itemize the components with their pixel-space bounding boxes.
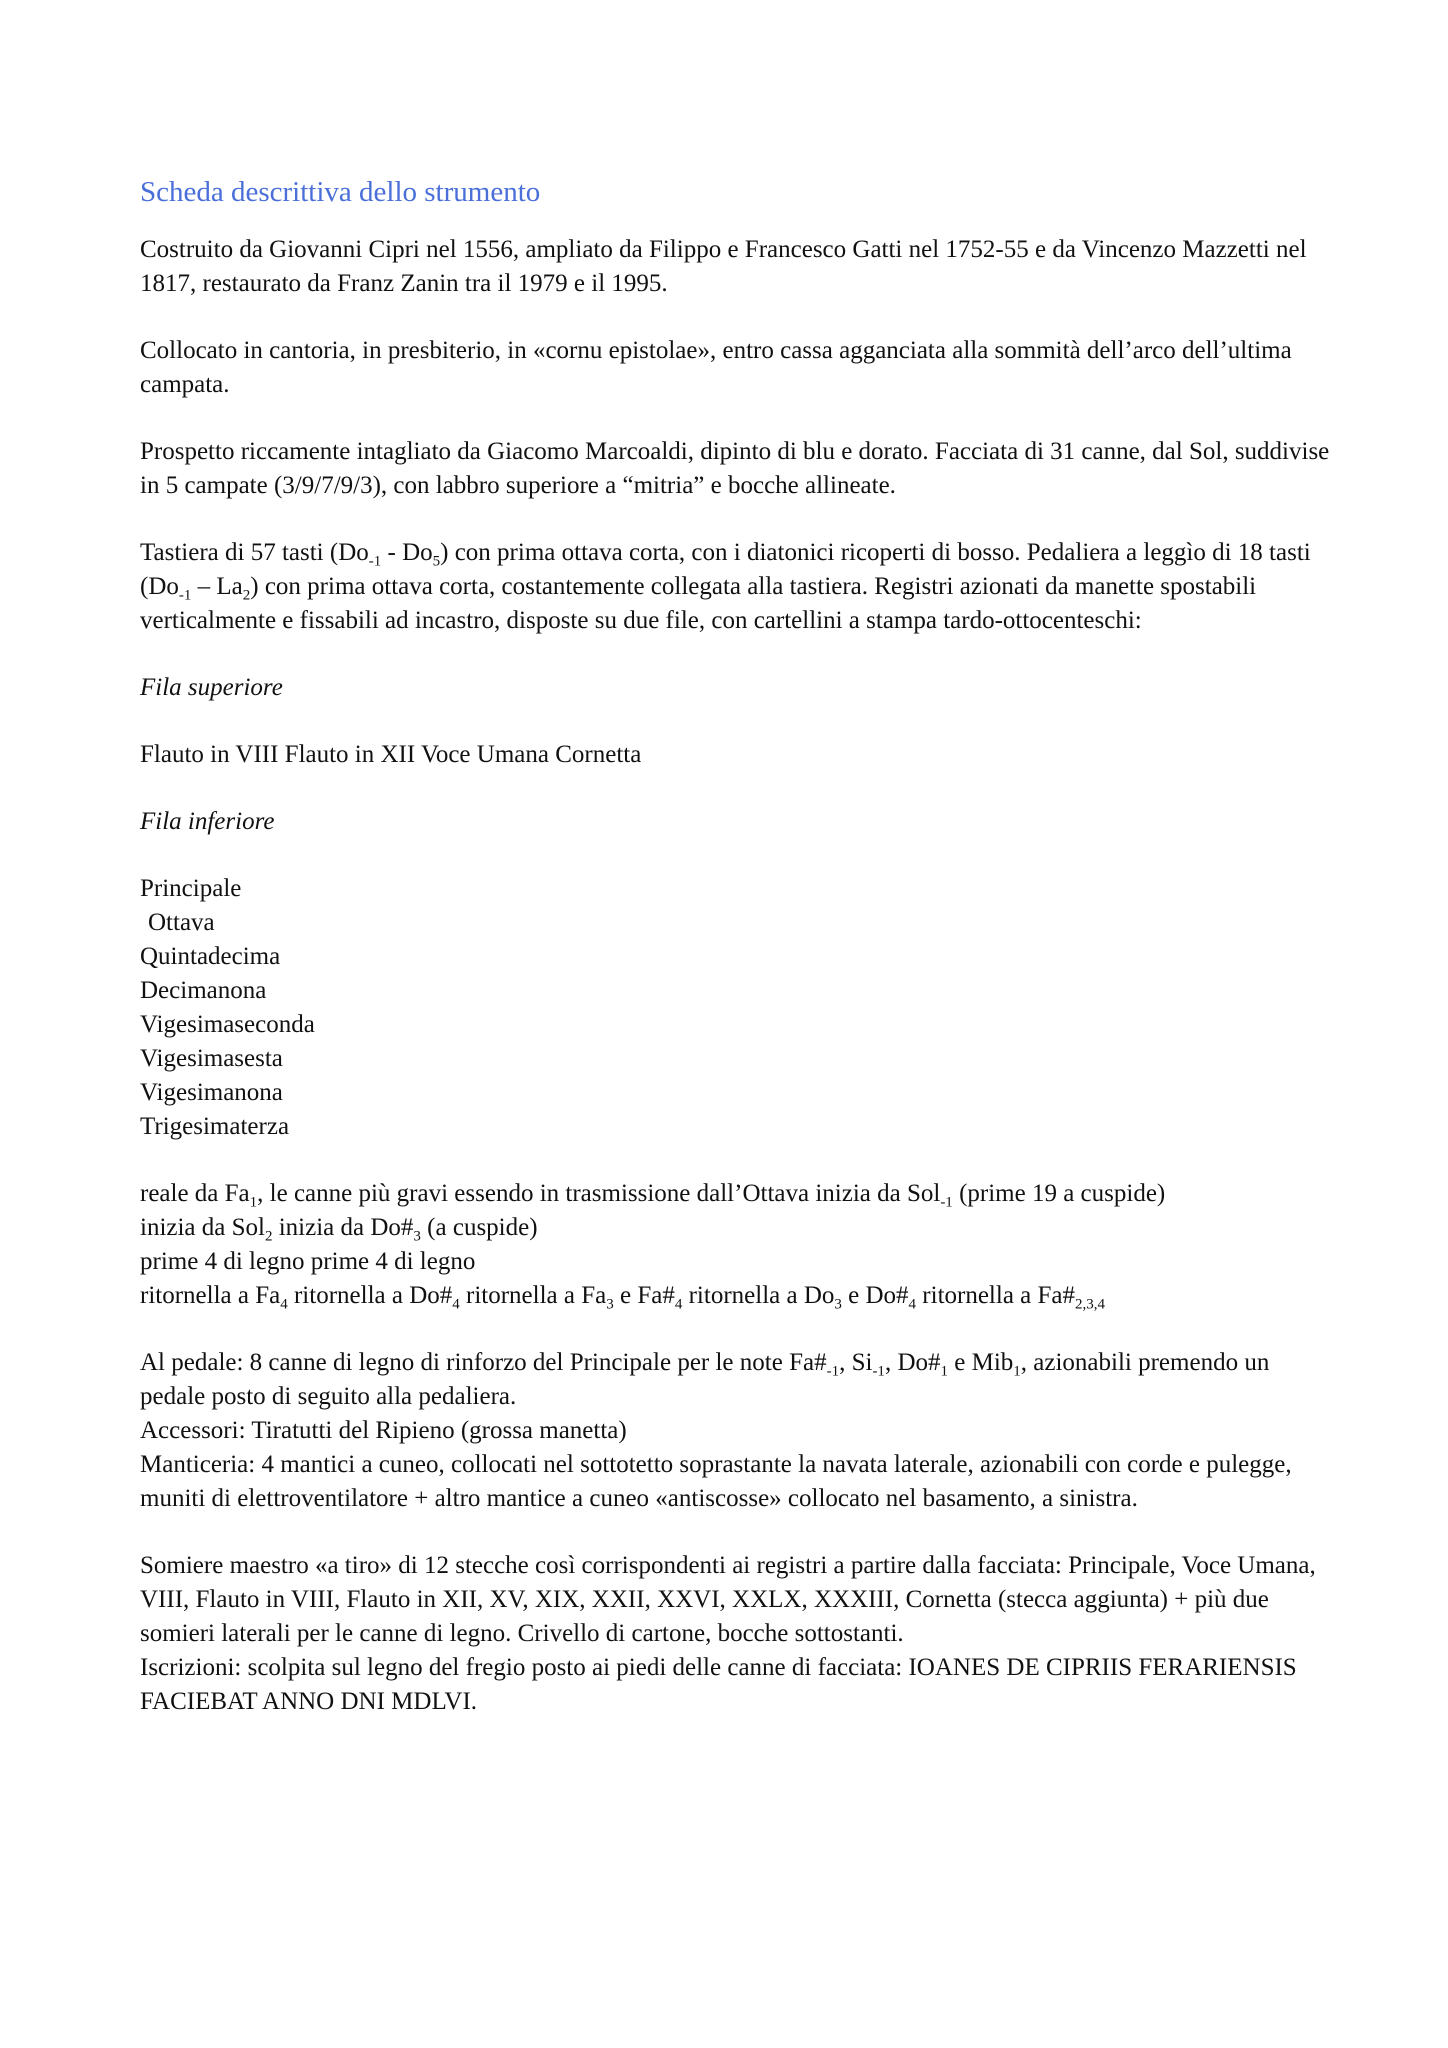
pedale-section bbox=[140, 1346, 1330, 1516]
fila-inferiore-heading: Fila inferiore bbox=[140, 808, 275, 835]
list-item: Vigesimaseconda bbox=[140, 1011, 315, 1038]
list-item: Trigesimaterza bbox=[140, 1113, 290, 1140]
note-line: reale da $Fa_1$, le canne più gravi essendo in trasmissione dall’Ottava inizia da Sol$_{-1}$ (prime 19 a cuspide) bbox=[140, 1180, 1166, 1211]
paragraph-prospetto: Prospetto riccamente intagliato da Giacomo Marcoaldi, dipinto di blu e dorato. Facciata di 31 canne, dal Sol, suddivise in 5 campate (3/9/7/9/3), con labbro superiore a “mitria” e bocche allineate. bbox=[140, 438, 1330, 499]
paragraph-collocazione: Collocato in cantoria, in presbiterio, in «cornu epistolae», entro cassa agganciata alla sommità dell’arco dell’ultima campata. bbox=[140, 337, 1292, 398]
document-page bbox=[140, 172, 1330, 1719]
fila-superiore-heading: Fila superiore bbox=[140, 674, 283, 701]
fila-inferiore-list bbox=[140, 872, 1330, 1144]
note-line: inizia da Sol$_2$ inizia da $Do\#_3$ (a cuspide) bbox=[140, 1214, 538, 1245]
list-item: Vigesimasesta bbox=[140, 1045, 283, 1072]
note-line: prime 4 di legno prime 4 di legno bbox=[140, 1248, 476, 1275]
list-item: Decimanona bbox=[140, 977, 267, 1004]
somiere-section bbox=[140, 1549, 1330, 1719]
manticeria-paragraph: Manticeria: 4 mantici a cuneo, collocati nel sottotetto soprastante la navata laterale, azionabili con corde e pulegge, muniti di elettroventilatore + altro mantice a cuneo «antiscosse» collocato nel basamento, a sinistra. bbox=[140, 1451, 1292, 1512]
list-item: Principale bbox=[140, 875, 242, 902]
list-item: Vigesimanona bbox=[140, 1079, 283, 1106]
accessori-paragraph: Accessori: Tiratutti del Ripieno (grossa manetta) bbox=[140, 1417, 627, 1444]
list-item: Ottava bbox=[148, 909, 215, 936]
paragraph-tastiera: Tastiera di 57 tasti $(Do_{-1} - Do_5)$ con prima ottava corta, con i diatonici ricoperti di bosso. Pedaliera a leggìo di 18 tasti $(Do_{-1} - La_2)$ con prima ottava corta, costantemente collegata alla tastiera. Registri azionati da manette spostabili verticalmente e fissabili ad incastro, disposte su due file, con cartellini a stampa tardo-ottocenteschi: bbox=[140, 539, 1311, 634]
paragraph-costruzione: Costruito da Giovanni Cipri nel 1556, ampliato da Filippo e Francesco Gatti nel 1752-55 e da Vincenzo Mazzetti nel 1817, restaurato da Franz Zanin tra il 1979 e il 1995. bbox=[140, 236, 1307, 297]
document-title: Scheda descrittiva dello strumento bbox=[140, 176, 541, 208]
somiere-paragraph: Somiere maestro «a tiro» di 12 stecche così corrispondenti ai registri a partire dalla facciata: Principale, Voce Umana, VIII, Flauto in VIII, Flauto in XII, XV, XIX, XXII, XXVI, XXLX, XXXIII, Cornetta (stecca aggiunta) + più due somieri laterali per le canne di legno. Crivello di cartone, bocche sottostanti. bbox=[140, 1552, 1316, 1647]
registri-notes bbox=[140, 1177, 1330, 1313]
list-item: Quintadecima bbox=[140, 943, 281, 970]
note-line: ritornella a $Fa_4$ ritornella a $Do\#_4$ ritornella a $Fa_3$ e $Fa\#_4$ ritornella a $Do_3$ e $Do\#_4$ ritornella a $Fa\#_{2,3,4}$ bbox=[140, 1282, 1106, 1313]
iscrizioni-paragraph: Iscrizioni: scolpita sul legno del fregio posto ai piedi delle canne di facciata: IOANES DE CIPRIIS FERARIENSIS FACIEBAT ANNO DNI MDLVI. bbox=[140, 1654, 1297, 1715]
pedale-paragraph: Al pedale: 8 canne di legno di rinforzo del Principale per le note $Fa\#_{-1}$, $Si_{-1}$, $Do\#_1$ e Mib$_1$, azionabili premendo un pedale posto di seguito alla pedaliera. bbox=[140, 1349, 1270, 1410]
fila-superiore-registri: Flauto in VIII Flauto in XII Voce Umana Cornetta bbox=[140, 741, 642, 768]
